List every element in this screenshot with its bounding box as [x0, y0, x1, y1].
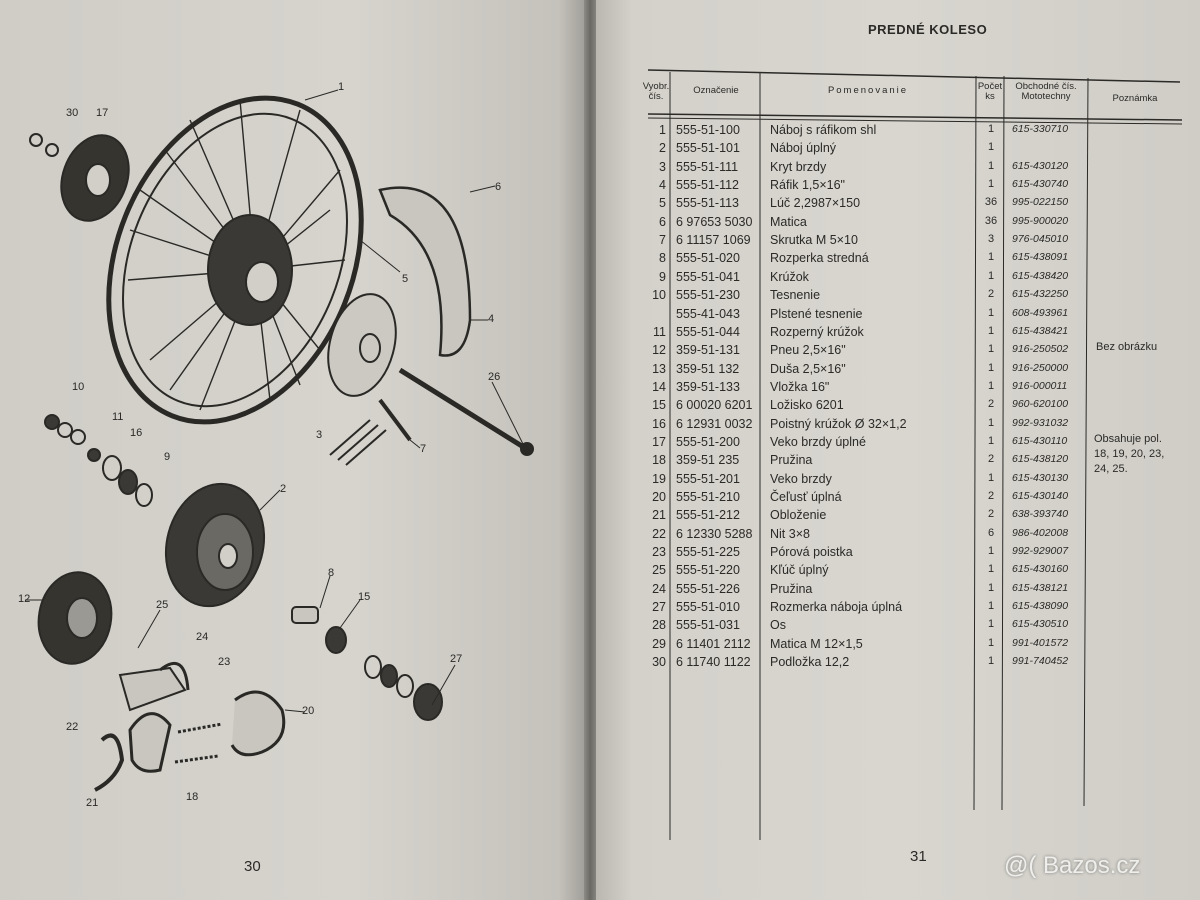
note-obsahuje-line-1: Obsahuje pol. — [1094, 433, 1162, 445]
callout-8: 8 — [328, 567, 335, 579]
callout-12: 12 — [18, 593, 31, 605]
note-bez-obrazku: Bez obrázku — [1096, 341, 1158, 353]
row-name: Matica — [770, 214, 807, 229]
note-obsahuje-line-2: 18, 19, 20, 23, — [1094, 448, 1165, 460]
table-row — [0, 655, 1200, 673]
row-trade-number: 638-393740 — [1012, 508, 1069, 521]
row-code: 6 12330 5288 — [676, 526, 753, 541]
row-name: Čeľusť úplná — [770, 490, 842, 504]
callout-4: 4 — [488, 313, 495, 325]
row-number: 12 — [652, 343, 666, 358]
row-number: 21 — [652, 508, 666, 523]
row-number: 2 — [659, 141, 666, 156]
row-quantity: 1 — [987, 141, 995, 154]
row-code: 6 97653 5030 — [676, 214, 753, 229]
table-row — [0, 582, 1200, 600]
row-trade-number: 992-931032 — [1012, 416, 1069, 429]
row-quantity: 1 — [987, 636, 995, 649]
row-number: 7 — [659, 233, 666, 248]
row-code: 555-51-031 — [676, 618, 740, 633]
row-name: Rozperka stredná — [770, 251, 869, 266]
page-title: PREDNÉ KOLESO — [868, 22, 988, 37]
header-qty: Počet ks — [977, 81, 1003, 102]
row-number: 14 — [652, 379, 666, 394]
table-row — [0, 417, 1200, 435]
row-name: Kryt brzdy — [770, 159, 827, 174]
row-trade-number: 916-000011 — [1012, 379, 1068, 392]
header-note: Poznámka — [1112, 93, 1158, 104]
row-name: Ložisko 6201 — [770, 398, 844, 413]
row-code: 359-51 132 — [676, 361, 740, 376]
row-code: 555-51-010 — [676, 600, 740, 615]
callout-15: 15 — [358, 591, 371, 603]
row-trade-number: 991-740452 — [1012, 655, 1069, 668]
row-quantity: 1 — [987, 324, 995, 337]
row-number: 18 — [652, 453, 666, 468]
table-row — [0, 123, 1200, 141]
table-row — [0, 398, 1200, 416]
table-row — [0, 563, 1200, 581]
row-quantity: 2 — [987, 490, 995, 502]
table-row — [0, 160, 1200, 178]
row-code: 359-51-131 — [676, 343, 740, 358]
row-name: Pórová poistka — [770, 545, 853, 560]
note-obsahuje-line-3: 24, 25. — [1094, 463, 1128, 475]
row-name: Skrutka M 5×10 — [770, 233, 858, 248]
row-trade-number: 960-620100 — [1012, 398, 1069, 411]
row-trade-number: 986-402008 — [1012, 526, 1069, 539]
table-row — [0, 545, 1200, 563]
row-number: 22 — [652, 526, 666, 541]
row-number: 24 — [652, 581, 666, 596]
row-number: 3 — [659, 159, 666, 174]
row-trade-number: 615-438121 — [1012, 581, 1069, 594]
row-trade-number: 615-438090 — [1012, 600, 1069, 613]
header-no: Vyobr. čís. — [642, 81, 670, 102]
callout-16: 16 — [130, 427, 143, 439]
row-code: 555-51-041 — [676, 269, 740, 284]
table-row — [0, 307, 1200, 325]
callout-26: 26 — [488, 371, 501, 383]
callout-17: 17 — [96, 107, 109, 119]
row-name: Rozmerka náboja úplná — [770, 600, 903, 615]
callout-22: 22 — [66, 721, 79, 733]
callout-11: 11 — [112, 411, 124, 423]
row-quantity: 1 — [987, 343, 995, 356]
row-quantity: 2 — [987, 398, 995, 411]
row-trade-number: 995-900020 — [1012, 214, 1069, 227]
row-name: Vložka 16" — [770, 379, 830, 394]
table-row — [0, 618, 1200, 636]
callout-24: 24 — [196, 631, 209, 643]
row-trade-number: 608-493961 — [1012, 306, 1069, 319]
row-number: 28 — [652, 618, 666, 633]
callout-25: 25 — [156, 599, 169, 611]
table-row — [0, 527, 1200, 545]
row-code: 555-51-225 — [676, 545, 740, 560]
row-code: 555-51-020 — [676, 251, 740, 266]
row-code: 555-41-043 — [676, 306, 740, 321]
row-number: 15 — [652, 398, 666, 413]
row-name: Poistný krúžok Ø 32×1,2 — [770, 416, 907, 431]
row-trade-number: 615-430740 — [1012, 178, 1069, 191]
callout-9: 9 — [164, 451, 171, 463]
row-trade-number: 615-430130 — [1012, 471, 1069, 484]
row-number: 4 — [659, 178, 666, 193]
callout-27: 27 — [450, 653, 463, 665]
table-row — [0, 270, 1200, 288]
row-trade-number: 615-438091 — [1012, 251, 1069, 264]
callout-6: 6 — [495, 181, 502, 193]
row-trade-number: 916-250502 — [1012, 343, 1069, 356]
callout-20: 20 — [302, 705, 315, 717]
table-row — [0, 472, 1200, 490]
row-name: Os — [770, 618, 786, 633]
row-code: 555-51-201 — [676, 471, 740, 486]
row-number: 23 — [652, 545, 666, 560]
callout-1: 1 — [338, 81, 345, 93]
row-code: 555-51-101 — [676, 141, 740, 156]
row-trade-number: 916-250000 — [1012, 361, 1069, 374]
row-trade-number: 991-401572 — [1012, 636, 1069, 649]
row-name: Rozperný krúžok — [770, 324, 864, 339]
row-code: 6 11157 1069 — [676, 233, 751, 248]
row-number: 27 — [652, 600, 666, 615]
callout-7: 7 — [420, 443, 427, 455]
right-page-number: 31 — [910, 848, 927, 865]
table-row — [0, 288, 1200, 306]
callout-18: 18 — [186, 791, 199, 803]
left-page-number: 30 — [244, 858, 261, 875]
row-name: Veko brzdy úplné — [770, 434, 866, 449]
row-trade-number: 615-430510 — [1012, 618, 1069, 631]
row-name: Plstené tesnenie — [770, 306, 863, 321]
row-number: 9 — [659, 269, 666, 284]
row-trade-number: 615-430140 — [1012, 490, 1069, 502]
row-code: 555-51-220 — [676, 563, 740, 578]
row-number: 13 — [652, 361, 666, 376]
row-quantity: 2 — [987, 288, 995, 301]
row-code: 555-51-230 — [676, 288, 740, 303]
row-quantity: 1 — [987, 600, 995, 613]
row-quantity: 1 — [987, 563, 995, 576]
callout-2: 2 — [280, 483, 287, 495]
row-quantity: 36 — [984, 196, 998, 209]
table-row — [0, 453, 1200, 471]
callout-30: 30 — [66, 107, 79, 119]
watermark-logo: @( Bazos.cz — [1004, 852, 1141, 879]
row-name: Pneu 2,5×16" — [770, 343, 846, 358]
row-number: 8 — [659, 251, 666, 266]
row-quantity: 1 — [987, 379, 995, 392]
row-name: Matica M 12×1,5 — [770, 636, 863, 651]
table-row — [0, 490, 1200, 508]
row-code: 555-51-113 — [676, 196, 740, 211]
row-number: 10 — [652, 288, 666, 303]
table-row — [0, 343, 1200, 361]
table-row — [0, 251, 1200, 269]
table-row — [0, 508, 1200, 526]
row-code: 555-51-100 — [676, 123, 740, 137]
row-trade-number: 615-438420 — [1012, 269, 1069, 282]
row-trade-number: 615-330710 — [1012, 123, 1069, 135]
row-quantity: 1 — [987, 123, 995, 135]
row-code: 6 11740 1122 — [676, 655, 751, 670]
table-row — [0, 233, 1200, 251]
row-quantity: 1 — [987, 545, 995, 558]
callout-3: 3 — [316, 429, 323, 441]
row-name: Podložka 12,2 — [770, 655, 850, 670]
row-name: Kľúč úplný — [770, 563, 829, 578]
row-quantity: 2 — [987, 508, 995, 521]
row-number: 17 — [652, 434, 666, 449]
row-number: 20 — [652, 490, 666, 504]
row-number: 16 — [652, 416, 666, 431]
row-quantity: 1 — [987, 178, 995, 191]
row-quantity: 1 — [987, 434, 995, 447]
row-trade-number: 615-430110 — [1012, 434, 1068, 447]
row-number: 1 — [659, 123, 666, 137]
row-name: Tesnenie — [770, 288, 821, 303]
row-trade-number: 615-438120 — [1012, 453, 1069, 466]
row-number: 5 — [659, 196, 666, 211]
row-name: Krúžok — [770, 269, 809, 284]
header-trade-number: Obchodné čís. Mototechny — [1015, 81, 1077, 102]
row-code: 555-51-200 — [676, 434, 740, 449]
row-trade-number: 992-929007 — [1012, 545, 1069, 558]
row-quantity: 1 — [987, 416, 995, 429]
row-trade-number: 615-432250 — [1012, 288, 1069, 301]
row-code: 359-51 235 — [676, 453, 740, 468]
table-row — [0, 325, 1200, 343]
row-number: 30 — [652, 655, 666, 670]
row-quantity: 1 — [987, 306, 995, 319]
row-name: Ráfik 1,5×16" — [770, 178, 845, 193]
row-name: Obloženie — [770, 508, 827, 523]
callout-23: 23 — [218, 656, 231, 668]
row-quantity: 1 — [987, 618, 995, 631]
table-row — [0, 196, 1200, 214]
row-number: 6 — [659, 214, 666, 229]
row-quantity: 1 — [987, 251, 995, 264]
row-trade-number: 976-045010 — [1012, 233, 1069, 246]
row-name: Duša 2,5×16" — [770, 361, 846, 376]
row-quantity: 2 — [987, 453, 995, 466]
row-name: Náboj úplný — [770, 141, 837, 156]
row-quantity: 1 — [987, 581, 995, 594]
row-name: Veko brzdy — [770, 471, 832, 486]
row-code: 555-51-226 — [676, 581, 740, 596]
row-name: Lúč 2,2987×150 — [770, 196, 861, 211]
row-name: Pružina — [770, 453, 813, 468]
table-row — [0, 215, 1200, 233]
table-row — [0, 362, 1200, 380]
row-code: 555-51-210 — [676, 490, 740, 504]
row-code: 359-51-133 — [676, 379, 740, 394]
row-number: 19 — [652, 471, 666, 486]
row-code: 555-51-044 — [676, 324, 740, 339]
table-row — [0, 600, 1200, 618]
row-code: 555-51-111 — [676, 159, 739, 174]
row-trade-number: 615-438421 — [1012, 324, 1069, 337]
row-number: 11 — [653, 324, 666, 339]
row-quantity: 1 — [987, 159, 995, 172]
row-code: 6 11401 2112 — [676, 636, 751, 651]
row-quantity: 1 — [987, 655, 995, 668]
row-quantity: 1 — [987, 269, 995, 282]
callout-21: 21 — [86, 797, 99, 809]
row-trade-number: 995-022150 — [1012, 196, 1069, 209]
row-number: 25 — [652, 563, 666, 578]
row-quantity: 6 — [987, 526, 995, 539]
row-trade-number: 615-430120 — [1012, 159, 1069, 172]
row-quantity: 3 — [987, 233, 995, 246]
row-trade-number: 615-430160 — [1012, 563, 1069, 576]
row-name: Pružina — [770, 581, 813, 596]
row-code: 555-51-212 — [676, 508, 740, 523]
callout-10a: 10 — [72, 381, 85, 393]
table-row — [0, 141, 1200, 159]
table-row — [0, 178, 1200, 196]
row-quantity: 1 — [987, 471, 995, 484]
header-code: Označenie — [693, 85, 739, 96]
row-name: Nit 3×8 — [770, 526, 810, 541]
table-row — [0, 637, 1200, 655]
row-quantity: 36 — [984, 214, 998, 227]
callout-5: 5 — [402, 273, 409, 285]
row-code: 555-51-112 — [676, 178, 740, 193]
row-quantity: 1 — [987, 361, 995, 374]
row-code: 6 12931 0032 — [676, 416, 753, 431]
row-code: 6 00020 6201 — [676, 398, 753, 413]
row-name: Náboj s ráfikom shl — [770, 123, 877, 137]
table-row — [0, 380, 1200, 398]
header-name: Pomenovanie — [827, 85, 909, 96]
row-number: 29 — [652, 636, 666, 651]
table-row — [0, 435, 1200, 453]
